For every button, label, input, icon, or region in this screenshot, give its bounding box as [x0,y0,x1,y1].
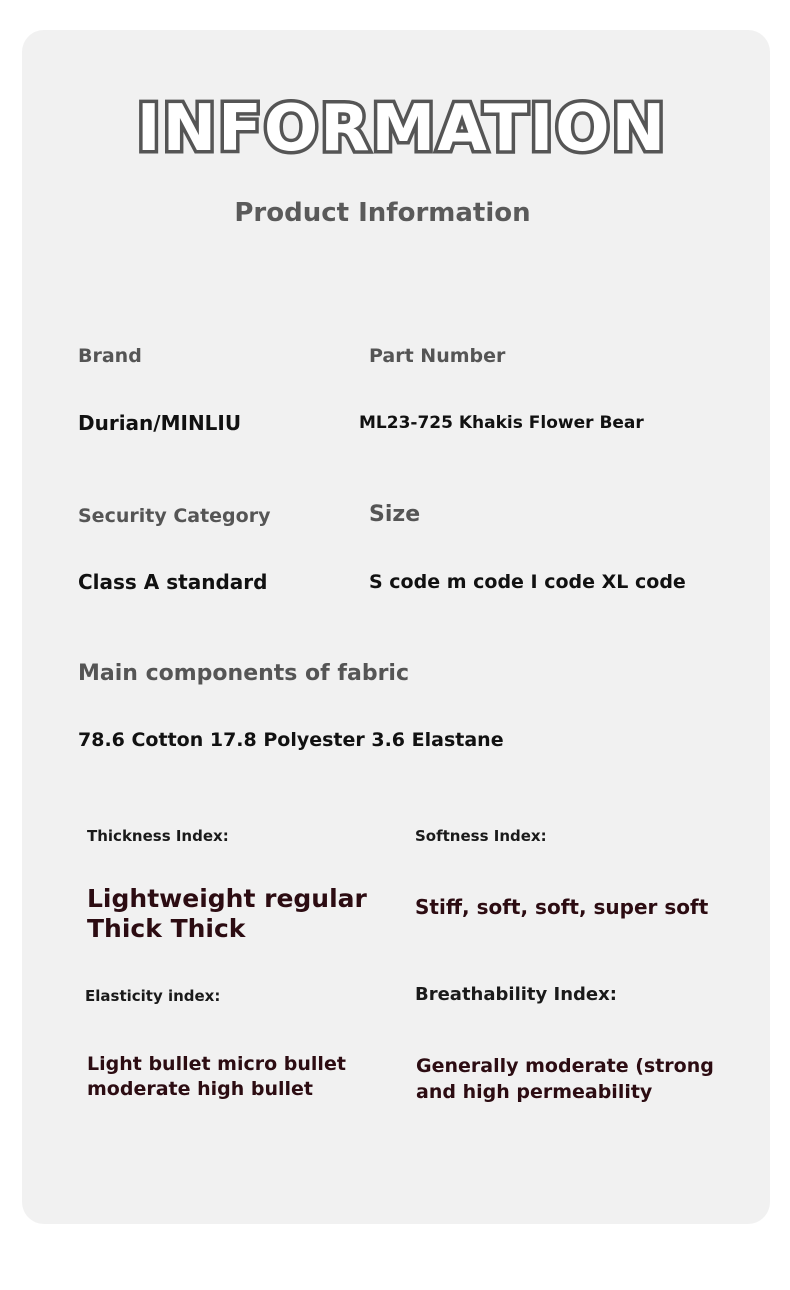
brand-value: Durian/MINLIU [78,411,242,435]
breathability-index-value [416,1053,714,1105]
thickness-line-1: Lightweight regular [87,884,367,913]
security-category-value: Class A standard [78,570,268,594]
subtitle: Product Information [234,198,531,228]
size-label: Size [369,502,421,527]
security-category-label: Security Category [78,505,271,527]
thickness-line-2: Thick Thick [87,914,246,943]
fabric-value: 78.6 Cotton 17.8 Polyester 3.6 Elastane [78,729,504,751]
size-value: S code m code I code XL code [369,571,686,593]
fabric-label: Main components of fabric [78,661,409,686]
breathability-index-label: Breathability Index: [415,984,617,1005]
part-number-label: Part Number [369,345,506,367]
breathability-line-2: and high permeability [416,1081,653,1103]
softness-index-value: Stiff, soft, soft, super soft [415,895,709,919]
brand-label: Brand [78,345,142,367]
breathability-line-1: Generally moderate (strong [416,1055,714,1077]
elasticity-index-label: Elasticity index: [85,987,221,1005]
thickness-index-label: Thickness Index: [87,827,229,845]
elasticity-index-value [87,1052,346,1102]
part-number-value: ML23-725 Khakis Flower Bear [359,413,644,433]
elasticity-line-1: Light bullet micro bullet [87,1053,346,1075]
headline: INFORMATION [136,92,668,166]
thickness-index-value [87,884,367,944]
elasticity-line-2: moderate high bullet [87,1078,314,1100]
softness-index-label: Softness Index: [415,827,547,845]
